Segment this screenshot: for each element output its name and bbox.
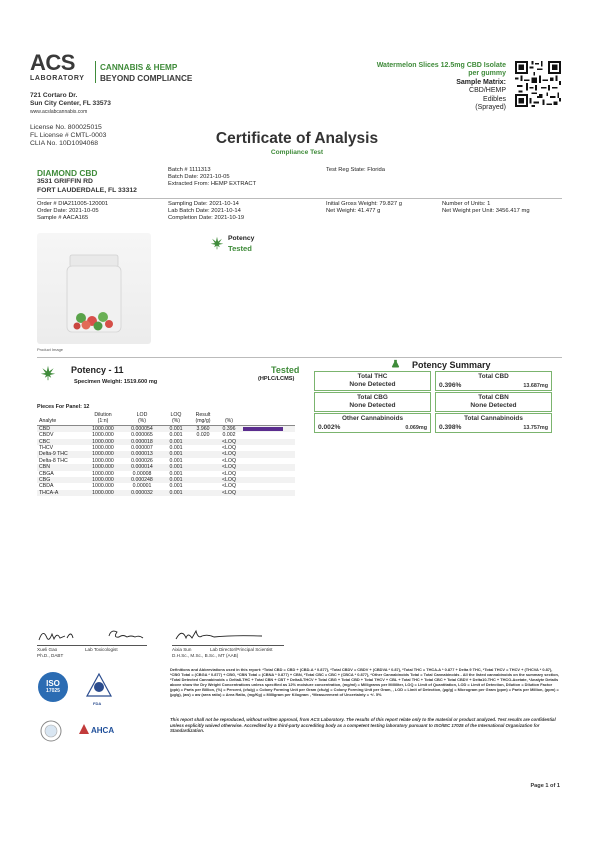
fl-license: FL License # CMTL-0003	[30, 132, 107, 140]
state-seal-icon	[40, 720, 62, 742]
potency-method: (HPLC/LCMS)	[258, 376, 295, 382]
clia-no: CLIA No. 10D1094068	[30, 140, 99, 148]
table-cell-dilution: 1000.000	[85, 477, 121, 483]
table-cell-loq: 0.001	[169, 470, 183, 477]
gross-weight: Initial Gross Weight: 79.827 g	[326, 201, 402, 207]
product-image-caption: Product Image	[37, 347, 64, 352]
other-cannabinoids-label: Other Cannabinoids	[341, 415, 404, 422]
table-cell-lod: 0.00008	[132, 470, 152, 477]
table-cell-pct: <LOQ	[217, 464, 241, 470]
table-cell-analyte: CBD	[37, 425, 85, 432]
total-cbd-mg: 13.687mg	[523, 383, 548, 389]
total-cbn-box	[435, 392, 552, 412]
product-name-1: Watermelon Slices 12.5mg CBD Isolate	[376, 62, 506, 69]
table-cell-bar	[241, 425, 295, 432]
table-cell-analyte: THCV	[39, 445, 54, 452]
page-subtitle: Compliance Test	[270, 149, 324, 156]
table-cell-loq: 0.001	[163, 425, 189, 432]
total-cbg-box	[314, 392, 431, 412]
total-cbn-value: None Detected	[470, 402, 517, 409]
product-info	[377, 62, 506, 112]
lab-tagline-1: CANNABIS & HEMP	[100, 63, 178, 72]
client-address-1: 3531 GRIFFIN RD	[37, 178, 93, 185]
table-cell-pct: <LOQ	[222, 483, 236, 490]
table-cell-lod: 0.000032	[121, 490, 163, 496]
fda-text: FDA	[93, 701, 102, 706]
col-analyte: Analyte	[37, 418, 85, 425]
product-name-2: per gummy	[468, 70, 506, 78]
other-cannabinoids-pct: 0.002%	[318, 424, 341, 431]
total-thc-box	[314, 371, 431, 391]
table-cell-dilution: 1000.000	[92, 483, 114, 490]
client-address-2: FORT LAUDERDALE, FL 33312	[37, 186, 137, 194]
definitions: Definitions and Abbreviations used in this report: *Total CBD = CBD + (CBD-A * 0.877), *Total CBDV = CBDV + (CBDVA * 0.87), *Total THC = THCA-A * 0.877 + Delta 9 THC, *Total THCV = THCV + (THCVA * 0.87), *CBG Total = (CBGA * 0.877) + CBG, *CBN Total = (CBNA * 0.877) + CBN, *Total CBC = CBC + (CBCA * 0.877), *Other Cannabinoids Total = Total Cannabinoids - All the listed cannabinoids on the summary section, *Total Detected Cannabinoids = Delta8-THC + Total CBN + CBT + Delta8-THCV + Total CBG + Total CBD + Total THCV + CBL + Total THC + Total CBC + Total CBDV + Delta10-THC + THCO-Acetate, *Analyte Details above show the Dry Weight Concentrations unless specified as 12% moisture concentration, (mg/ml) = Milligrams per Milliliter, LOQ = Limit of Quantitation, LOD = Limit of Detection, Dilution = Dilution Factor (ppb) = Parts per Billion, (%) = Percent, (cfu/g) = Colony Forming Unit per Gram (cfu/g) = Colony Forming Unit per Gram, , LOD = Limit of Detection, (µg/g) = Microgram per Gram (ppm) = Parts per Million, (ppm) = (µg/g), (aw) = aw (area ratio) = Area Ratio, (mg/Kg) = Milligram per Kilogram , *Measurement of Uncertainty = +/- 5%	[170, 667, 559, 697]
table-cell-loq: 0.001	[169, 445, 183, 452]
qr-code-icon[interactable]	[515, 61, 561, 107]
lab-address	[30, 92, 111, 116]
signer-2-name: Aixia Sun	[172, 647, 192, 652]
table-cell-analyte: CBN	[37, 464, 85, 470]
signature-line	[37, 645, 147, 646]
signer-1	[37, 647, 63, 659]
summary-title: Potency Summary	[412, 360, 491, 370]
potency-badge-status: Tested	[228, 244, 252, 253]
total-thc-value: None Detected	[349, 381, 396, 388]
total-cbd-pct: 0.396%	[439, 382, 462, 389]
cannabis-leaf-icon	[40, 365, 56, 381]
iso-badge-icon	[38, 672, 68, 702]
table-cell-result: 0.020	[196, 432, 210, 439]
page-title: Certificate of Analysis	[215, 130, 379, 147]
completion-date: Completion Date: 2021-10-19	[168, 215, 245, 221]
signature-image	[172, 626, 272, 644]
table-cell-dilution: 1000.000	[85, 464, 121, 470]
table-cell-loq: 0.001	[163, 451, 189, 457]
table-cell-loq: 0.001	[169, 457, 183, 464]
signer-2-role: Lab Director/Principal Scientist	[210, 647, 273, 652]
col-lod: LOD	[136, 412, 148, 418]
table-cell-analyte: Delta-8 THC	[39, 457, 68, 464]
table-cell-bar	[241, 490, 295, 496]
table-cell-lod: 0.000026	[131, 457, 153, 464]
total-cannabinoids-mg: 13.757mg	[523, 425, 548, 431]
total-cannabinoids-box	[435, 413, 552, 433]
table-cell-dilution: 1000.000	[92, 457, 114, 464]
total-cbg-label: Total CBG	[357, 394, 388, 401]
potency-status: Tested	[271, 365, 300, 375]
potency-badge-label: Potency	[228, 235, 255, 242]
signer-1-name: Xueli Gao	[37, 647, 58, 652]
disclaimer: This report shall not be reproduced, without written approval, from ACS Laboratory. The results of this report relate only to the material or product analyzed. Test results are confidential unless explicitly waived otherwise. Accredited by a third-party accrediting body as a competent testing laboratory pursuant to ISO/IEC 17025 of the International Organization for Standardization.	[170, 717, 556, 734]
extracted-from: Extracted From: HEMP EXTRACT	[168, 181, 257, 188]
table-cell-lod: 0.000014	[121, 464, 163, 470]
fda-logo-icon	[85, 672, 113, 700]
table-cell-lod: 0.000065	[131, 432, 153, 439]
matrix-line-2: Edibles	[483, 95, 506, 103]
matrix-line-1: CBD/HEMP	[469, 87, 506, 95]
lab-website[interactable]: www.acslabcannabis.com	[30, 109, 88, 115]
table-cell-loq: 0.001	[163, 464, 189, 470]
other-cannabinoids-mg: 0.069mg	[405, 425, 427, 431]
total-cbg-value: None Detected	[349, 402, 396, 409]
col-dilution-unit: (1:n)	[85, 418, 121, 425]
batch-number: Batch # 1111313	[168, 167, 211, 173]
col-dilution: Dilution	[94, 412, 112, 418]
other-cannabinoids-box	[314, 413, 431, 433]
batch-date: Batch Date: 2021-10-05	[168, 174, 230, 181]
page-number: Page 1 of 1	[530, 783, 560, 789]
table-cell-dilution: 1000.000	[92, 432, 114, 439]
sample-number: Sample # AACA165	[37, 215, 89, 221]
table-cell-dilution: 1000.000	[92, 445, 114, 452]
table-cell-loq: 0.001	[169, 483, 183, 490]
cbd-percent-bar	[243, 427, 283, 431]
iso-text: ISO	[46, 679, 60, 688]
table-cell-analyte: CBC	[37, 439, 85, 445]
table-cell-pct: <LOQ	[217, 439, 241, 445]
divider	[37, 198, 562, 199]
order-number: Order # DIA211005-120001	[37, 201, 109, 207]
lab-address-line1: 721 Cortaro Dr.	[30, 92, 78, 99]
cannabis-leaf-icon	[210, 236, 224, 250]
client-address	[37, 178, 137, 195]
sampling-info	[168, 201, 244, 222]
license-no: License No. 800025015	[30, 124, 102, 131]
col-loq: LOQ	[170, 412, 182, 418]
table-row	[37, 490, 295, 496]
jar-icon	[37, 233, 151, 344]
table-cell-dilution: 1000.000	[85, 490, 121, 496]
specimen-weight: Specimen Weight: 1519.600 mg	[74, 379, 158, 385]
table-cell-loq: 0.001	[163, 439, 189, 445]
table-cell-result: 3.960	[189, 425, 217, 432]
table-cell-analyte: Delta-9 THC	[37, 451, 85, 457]
table-cell-lod: 0.000018	[121, 439, 163, 445]
table-cell-analyte: CBGA	[39, 470, 54, 477]
signer-1-cred: Ph.D., DABT	[37, 652, 64, 658]
table-cell-pct: <LOQ	[222, 457, 236, 464]
weight-info	[326, 201, 402, 215]
table-cell-analyte: CBG	[37, 477, 85, 483]
signer-2-cred: D.H.Sc., M.Sc., B.Sc., MT (AAB)	[172, 652, 239, 658]
table-cell-analyte: THCA-A	[37, 490, 85, 496]
logo-divider	[95, 61, 96, 83]
total-cannabinoids-pct: 0.398%	[439, 424, 462, 431]
col-result: Result	[195, 412, 211, 418]
batch-info	[168, 167, 256, 189]
lab-logo: ACS	[30, 50, 75, 75]
total-cbd-box	[435, 371, 552, 391]
table-row	[37, 425, 295, 432]
ahca-logo-icon	[77, 722, 91, 736]
product-image	[37, 233, 151, 344]
sampling-date: Sampling Date: 2021-10-14	[168, 201, 239, 207]
signature-line	[172, 645, 284, 646]
table-cell-dilution: 1000.000	[85, 451, 121, 457]
table-cell-result	[189, 490, 217, 496]
table-cell-pct: <LOQ	[222, 445, 236, 452]
table-cell-dilution: 1000.000	[92, 470, 114, 477]
matrix-line-3: (Sprayed)	[475, 104, 506, 112]
col-lod-unit: (%)	[121, 418, 163, 425]
unit-info	[442, 201, 530, 215]
total-cbn-label: Total CBN	[478, 394, 509, 401]
ahca-text: AHCA	[91, 726, 115, 735]
client-name: DIAMOND CBD	[37, 168, 98, 178]
table-cell-analyte: CBDV	[39, 432, 54, 439]
number-of-units: Number of Units: 1	[442, 201, 491, 207]
table-cell-loq: 0.001	[169, 432, 183, 439]
lab-tagline-2: BEYOND COMPLIANCE	[100, 74, 193, 83]
total-cannabinoids-label: Total Cannabinoids	[464, 415, 523, 422]
test-reg-state: Test Reg State: Florida	[326, 167, 385, 173]
net-weight: Net Weight: 41.477 g	[326, 208, 381, 214]
flask-icon	[391, 359, 400, 368]
table-cell-loq: 0.001	[163, 477, 189, 483]
table-cell-analyte: CBDA	[39, 483, 54, 490]
matrix-label: Sample Matrix:	[456, 78, 506, 86]
table-cell-pct: 0.396	[217, 425, 241, 432]
table-cell-pct: <LOQ	[217, 490, 241, 496]
table-cell-lod: 0.000007	[131, 445, 153, 452]
total-cbd-label: Total CBD	[478, 373, 509, 380]
iso-number: 17025	[46, 688, 60, 694]
lab-batch-date: Lab Batch Date: 2021-10-14	[168, 208, 241, 214]
table-cell-pct: <LOQ	[222, 470, 236, 477]
potency-table	[37, 412, 295, 496]
table-cell-lod: 0.00001	[132, 483, 152, 490]
pieces-for-panel: Pieces For Panel: 12	[37, 404, 90, 410]
lab-logo-sub: LABORATORY	[30, 75, 85, 82]
signer-1-role: Lab Toxicologist	[85, 647, 118, 652]
order-info	[37, 201, 108, 222]
order-date: Order Date: 2021-10-05	[37, 208, 99, 214]
lab-address-line2: Sun City Center, FL 33573	[30, 100, 111, 107]
net-weight-per-unit: Net Weight per Unit: 3456.417 mg	[442, 208, 530, 214]
col-result-unit: (mg/g)	[189, 418, 217, 425]
table-cell-pct: <LOQ	[217, 451, 241, 457]
signature-image	[37, 626, 157, 644]
col-loq-unit: (%)	[163, 418, 189, 425]
table-cell-lod: 0.000013	[121, 451, 163, 457]
table-cell-dilution: 1000.000	[85, 425, 121, 432]
total-thc-label: Total THC	[357, 373, 388, 380]
divider	[37, 357, 562, 358]
table-cell-loq: 0.001	[163, 490, 189, 496]
table-cell-lod: 0.000248	[121, 477, 163, 483]
table-cell-pct: 0.002	[222, 432, 236, 439]
table-cell-dilution: 1000.000	[85, 439, 121, 445]
table-cell-lod: 0.000054	[121, 425, 163, 432]
col-pct-unit: (%)	[217, 418, 241, 425]
potency-title: Potency - 11	[71, 365, 124, 375]
table-cell-pct: <LOQ	[217, 477, 241, 483]
